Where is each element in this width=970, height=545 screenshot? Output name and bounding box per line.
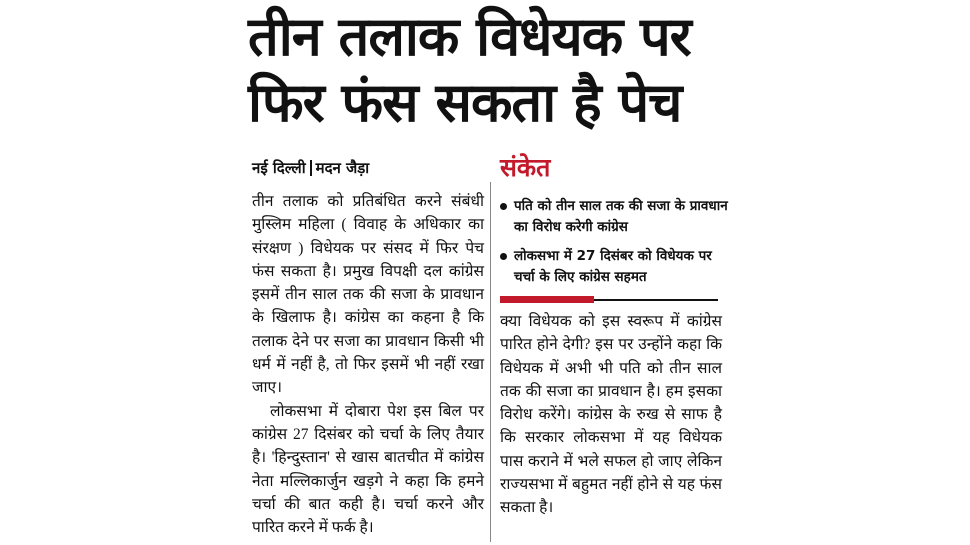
sidebar-accent-bar	[500, 296, 594, 303]
sidebar-bullet-2	[500, 246, 728, 288]
article-column-right	[500, 310, 722, 520]
sidebar-bullet-text: लोकसभा में 27 दिसंबर को विधेयक पर चर्चा के लिए कांग्रेस सहमत	[514, 248, 712, 285]
sidebar-bullet-1	[500, 196, 728, 238]
dateline	[252, 158, 369, 178]
left-paragraph-1: तीन तलाक को प्रतिबंधित करने संबंधी मुस्लिम महिला ( विवाह के अधिकार का संरक्षण ) विधेयक पर संसद में फिर पेच फंस सकता है। प्रमुख विपक्षी दल कांग्रेस इसमें तीन साल तक की सजा के प्रावधान के खिलाफ है। कांग्रेस का कहना है कि तलाक देने पर सजा का प्रावधान किसी भी धर्म में नहीं है, तो फिर इसमें भी नहीं रखा जाए।	[252, 193, 484, 397]
sidebar-bullet-text: पति को तीन साल तक की सजा के प्रावधान का विरोध करेगी कांग्रेस	[514, 198, 728, 235]
column-divider	[490, 182, 491, 542]
article-column-left	[252, 190, 484, 539]
sidebar-title: संकेत	[500, 153, 551, 182]
dateline-place: नई दिल्ली	[252, 159, 306, 177]
sidebar-bullet-list	[500, 196, 728, 296]
bullet-dot-icon	[500, 203, 507, 210]
headline-line-2: फिर फंस सकता है पेच	[248, 71, 682, 134]
bullet-dot-icon	[500, 253, 507, 260]
dateline-separator	[310, 160, 312, 176]
right-paragraph: क्या विधेयक को इस स्वरूप में कांग्रेस पारित होने देगी? इस पर उन्होंने कहा कि विधेयक में अभी भी पति को तीन साल तक की सजा का प्रावधान है। हम इसका विरोध करेंगे। कांग्रेस के रुख से साफ है कि सरकार लोकसभा में यह विधेयक पास कराने में भले सफल हो जाए लेकिन राज्यसभा में बहुमत नहीं होने से यह फंस सकता है।	[500, 313, 722, 517]
sidebar-rule	[594, 299, 718, 301]
headline	[248, 4, 728, 136]
left-paragraph-2: लोकसभा में दोबारा पेश इस बिल पर कांग्रेस 27 दिसंबर को चर्चा के लिए तैयार है। 'हिन्दुस्तान' से खास बातचीत में कांग्रेस नेता मल्लिकार्जुन खड़गे ने कहा कि हमने चर्चा की बात कही है। चर्चा करने और पारित करने में फर्क है।	[252, 402, 484, 537]
dateline-author: मदन जैड़ा	[315, 159, 370, 177]
headline-line-1: तीन तलाक विधेयक पर	[248, 5, 691, 68]
